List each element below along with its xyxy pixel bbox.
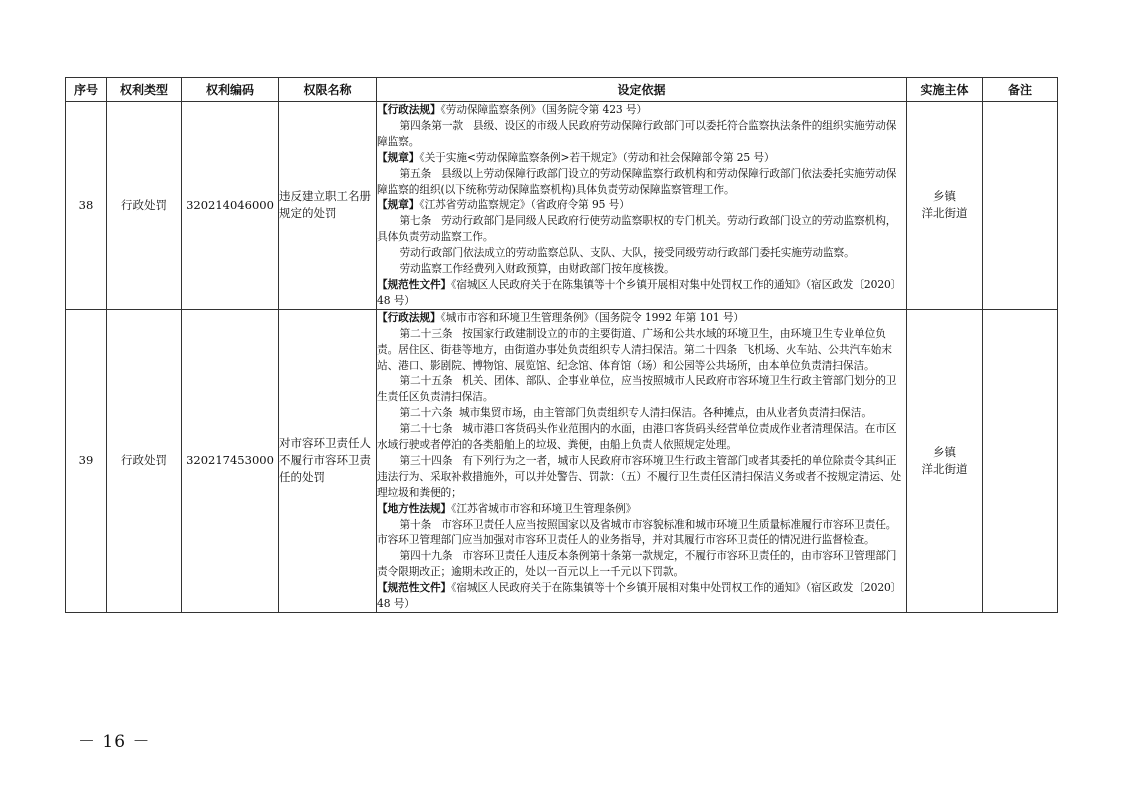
cell-type: 行政处罚 xyxy=(107,309,182,612)
basis-source-text: 《宿城区人民政府关于在陈集镇等十个乡镇开展相对集中处罚权工作的通知》（宿区政发〔2020〕48 号） xyxy=(377,581,902,611)
basis-source-text: 《宿城区人民政府关于在陈集镇等十个乡镇开展相对集中处罚权工作的通知》（宿区政发〔2020〕48 号） xyxy=(377,277,902,307)
cell-name: 违反建立职工名册规定的处罚 xyxy=(279,102,377,310)
basis-article: 第二十六条 城市集贸市场，由主管部门负责组织专人清扫保洁。各种摊点，由从业者负责清扫保洁。 xyxy=(399,406,872,420)
cell-no: 38 xyxy=(66,102,107,310)
basis-article: 第七条 劳动行政部门是同级人民政府行使劳动监察职权的专门机关。劳动行政部门设立的劳动监察机构，具体负责劳动监察工作。 xyxy=(377,214,897,244)
basis-source-tag: 【行政法规】 xyxy=(377,103,441,116)
basis-source-text: 《江苏省城市市容和环境卫生管理条例》 xyxy=(451,501,637,515)
cell-type: 行政处罚 xyxy=(107,102,182,310)
basis-source-tag: 【规范性文件】 xyxy=(377,581,452,595)
cell-basis xyxy=(377,309,907,612)
authority-table xyxy=(65,77,1058,613)
basis-source-text: 《城市市容和环境卫生管理条例》（国务院令 1992 年第 101 号） xyxy=(440,310,745,324)
table-row xyxy=(66,309,1058,612)
impl-entity: 乡镇 xyxy=(933,444,956,459)
basis-article: 第二十七条 城市港口客货码头作业范围内的水面，由港口客货码头经营单位责成作业者清理保洁。在市区水域行驶或者停泊的各类船舶上的垃圾、粪便，由船上负责人依照规定处理。 xyxy=(377,422,897,452)
basis-article: 第四条第一款 县级、设区的市级人民政府劳动保障行政部门可以委托符合监察执法条件的组织实施劳动保障监察。 xyxy=(377,118,897,148)
header-name: 权限名称 xyxy=(279,78,377,102)
basis-article: 第二十三条 按国家行政建制设立的市的主要街道、广场和公共水域的环境卫生，由环境卫生专业单位负责。居住区、街巷等地方，由街道办事处负责组织专人清扫保洁。第二十四条 飞机场、火车站、公共汽车始末站、港口、影剧院、博物馆、展览馆、纪念馆、体育馆（场）和公园等公共场所，由本单位负责清扫保洁。 xyxy=(377,326,892,372)
basis-source-line xyxy=(377,197,906,213)
basis-source-line xyxy=(377,102,906,118)
basis-source-tag: 【规章】 xyxy=(377,198,420,212)
basis-article: 第五条 县级以上劳动保障行政部门设立的劳动保障监察行政机构和劳动保障行政部门依法委托实施劳动保障监察的组织(以下统称劳动保障监察机构)具体负责劳动保障监察管理工作。 xyxy=(377,166,897,196)
basis-article: 第十条 市容环卫责任人应当按照国家以及省城市市容貌标准和城市环境卫生质量标准履行市容环卫责任。市容环卫管理部门应当加强对市容环卫责任人的业务指导，并对其履行市容环卫责任的情况进行监督检查。 xyxy=(377,517,897,547)
basis-source-text: 《关于实施<劳动保障监察条例>若干规定》（劳动和社会保障部令第 25 号） xyxy=(419,150,775,164)
header-note: 备注 xyxy=(983,78,1058,102)
table-header-row xyxy=(66,78,1058,102)
basis-article: 第三十四条 有下列行为之一者，城市人民政府市容环境卫生行政主管部门或者其委托的单位除责令其纠正违法行为、采取补救措施外，可以并处警告、罚款：（五）不履行卫生责任区清扫保洁义务或者不按规定清运、处理垃圾和粪便的； xyxy=(377,453,902,499)
basis-source-line xyxy=(377,310,906,326)
basis-source-text: 《劳动保障监察条例》（国务院令第 423 号） xyxy=(440,103,648,116)
cell-code: 320214046000 xyxy=(182,102,279,310)
basis-source-line xyxy=(377,150,906,166)
basis-source-line xyxy=(377,580,906,612)
basis-article: 第四十九条 市容环卫责任人违反本条例第十条第一款规定，不履行市容环卫责任的，由市容环卫管理部门责令限期改正；逾期未改正的，处以一百元以上一千元以下罚款。 xyxy=(377,549,897,579)
cell-note xyxy=(983,309,1058,612)
header-type: 权利类型 xyxy=(107,78,182,102)
cell-no: 39 xyxy=(66,309,107,612)
basis-source-line xyxy=(377,277,906,309)
basis-article: 劳动监察工作经费列入财政预算，由财政部门按年度核拨。 xyxy=(399,262,675,276)
impl-entity: 乡镇 xyxy=(933,189,956,204)
basis-source-tag: 【规章】 xyxy=(377,150,420,164)
page-number: － 16 － xyxy=(78,732,151,752)
header-basis: 设定依据 xyxy=(377,78,907,102)
basis-article: 劳动行政部门依法成立的劳动监察总队、支队、大队，接受同级劳动行政部门委托实施劳动监察。 xyxy=(399,246,855,260)
basis-source-tag: 【地方性法规】 xyxy=(377,501,452,515)
basis-source-text: 《江苏省劳动监察规定》（省政府令第 95 号） xyxy=(419,198,630,212)
basis-article: 第二十五条 机关、团体、部队、企事业单位，应当按照城市人民政府市容环境卫生行政主管部门划分的卫生责任区负责清扫保洁。 xyxy=(377,374,897,404)
cell-impl xyxy=(907,102,983,310)
cell-basis xyxy=(377,102,907,310)
impl-entity: 洋北街道 xyxy=(921,461,968,476)
header-code: 权利编码 xyxy=(182,78,279,102)
basis-source-tag: 【规范性文件】 xyxy=(377,277,452,291)
cell-impl xyxy=(907,309,983,612)
cell-name: 对市容环卫责任人不履行市容环卫责任的处罚 xyxy=(279,309,377,612)
header-no: 序号 xyxy=(66,78,107,102)
header-impl: 实施主体 xyxy=(907,78,983,102)
cell-code: 320217453000 xyxy=(182,309,279,612)
basis-source-tag: 【行政法规】 xyxy=(377,310,441,324)
impl-entity: 洋北街道 xyxy=(921,206,968,221)
cell-note xyxy=(983,102,1058,310)
basis-source-line xyxy=(377,501,906,517)
table-row xyxy=(66,102,1058,310)
